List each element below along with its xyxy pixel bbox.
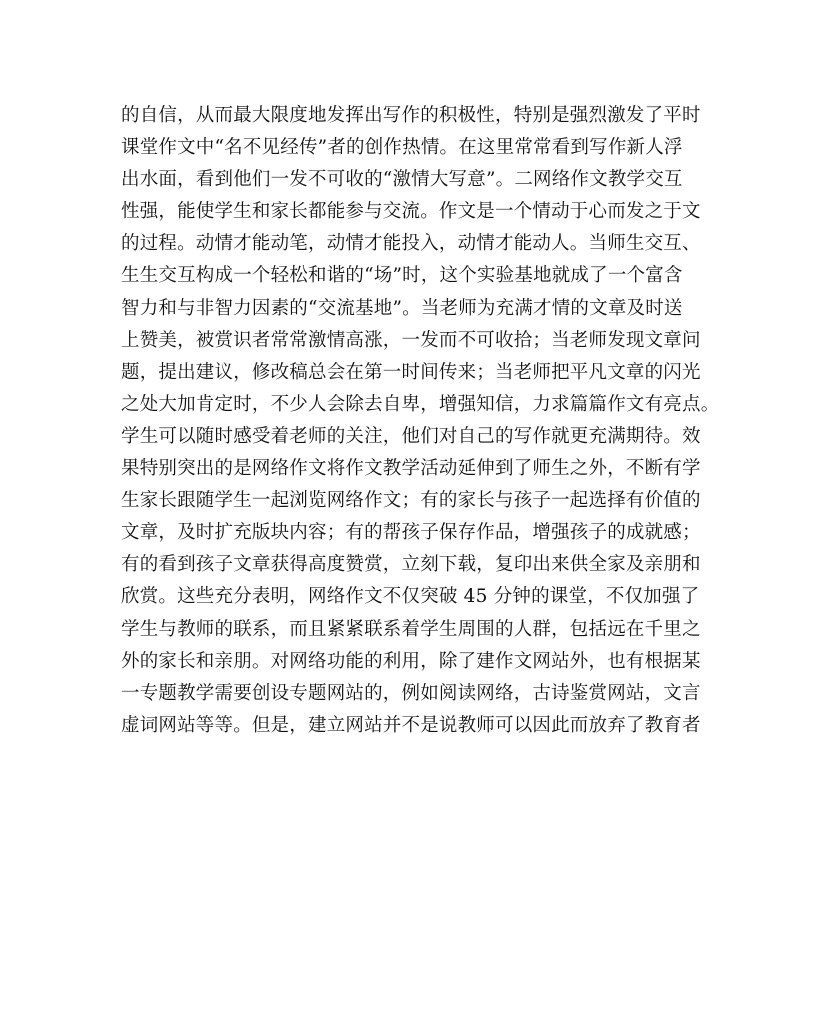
text-line: 一专题教学需要创设专题网站的，例如阅读网络，古诗鉴赏网站，文言 — [121, 682, 701, 704]
text-line: 智力和与非智力因素的“交流基地”。当老师为充满才情的文章及时送 — [121, 297, 683, 319]
text-line: 出水面，看到他们一发不可收的“激情大写意”。二网络作文教学交互 — [121, 169, 683, 191]
text-line: 学生与教师的联系，而且紧紧联系着学生周围的人群，包括远在千里之 — [121, 618, 701, 640]
text-line: 上赞美，被赏识者常常激情高涨，一发而不可收拾；当老师发现文章问 — [121, 329, 701, 351]
text-line: 题，提出建议，修改稿总会在第一时间传来；当老师把平凡文章的闪光 — [121, 361, 701, 383]
text-line: 果特别突出的是网络作文将作文教学活动延伸到了师生之外，不断有学 — [121, 458, 701, 480]
text-line: 性强，能使学生和家长都能参与交流。作文是一个情动于心而发之于文 — [121, 201, 701, 223]
text-line: 之处大加肯定时，不少人会除去自卑，增强知信，力求篇篇作文有亮点。 — [121, 393, 720, 415]
text-line: 文章，及时扩充版块内容；有的帮孩子保存作品，增强孩子的成就感； — [121, 522, 701, 544]
body-text — [121, 100, 720, 742]
text-line: 学生可以随时感受着老师的关注，他们对自己的写作就更充满期待。效 — [121, 425, 701, 447]
text-line: 的自信，从而最大限度地发挥出写作的积极性，特别是强烈激发了平时 — [121, 105, 701, 126]
text-line: 外的家长和亲朋。对网络功能的利用，除了建作文网站外，也有根据某 — [121, 650, 701, 672]
text-line: 的过程。动情才能动笔，动情才能投入，动情才能动人。当师生交互、 — [121, 233, 701, 255]
text-line: 课堂作文中“名不见经传”者的创作热情。在这里常常看到写作新人浮 — [121, 137, 683, 159]
text-line: 欣赏。这些充分表明，网络作文不仅突破 45 分钟的课堂，不仅加强了 — [121, 586, 700, 608]
text-line: 有的看到孩子文章获得高度赞赏，立刻下载，复印出来供全家及亲朋和 — [121, 554, 701, 576]
text-line: 生家长跟随学生一起浏览网络作文；有的家长与孩子一起选择有价值的 — [121, 490, 701, 512]
text-line: 生生交互构成一个轻松和谐的“场”时，这个实验基地就成了一个富含 — [121, 265, 683, 287]
text-line: 虚词网站等等。但是，建立网站并不是说教师可以因此而放弃了教育者 — [121, 714, 701, 736]
